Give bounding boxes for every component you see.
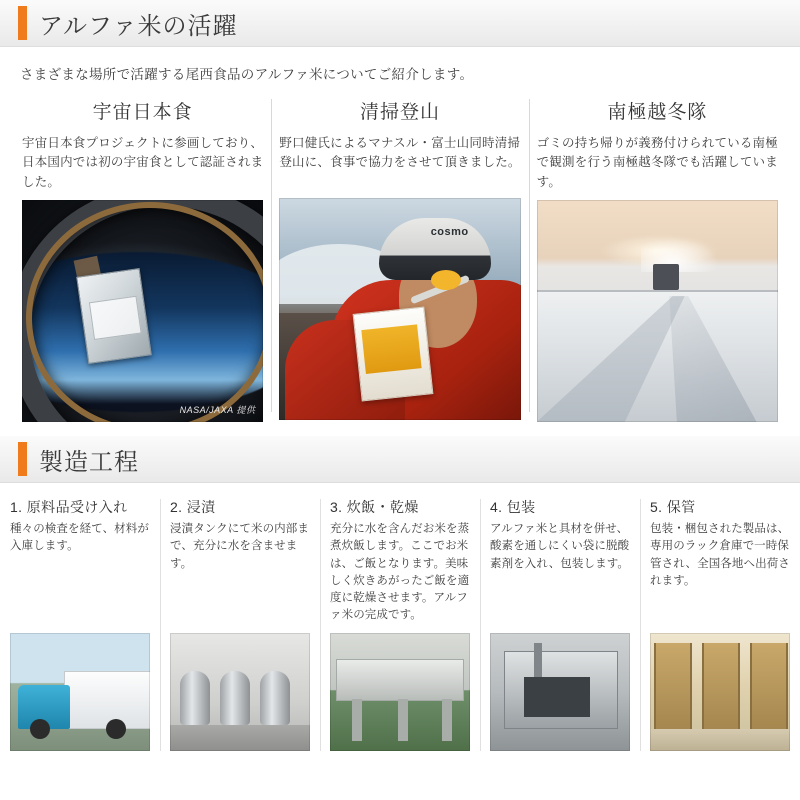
window-ring-inner — [26, 202, 263, 422]
step-title: 1. 原料品受け入れ — [10, 499, 128, 516]
card-title: 南極越冬隊 — [607, 102, 708, 123]
process-step — [640, 493, 800, 751]
factory-floor — [170, 725, 310, 751]
process-step — [0, 493, 160, 751]
process-step — [160, 493, 320, 751]
soaking-tank — [180, 671, 210, 725]
conveyor-line — [336, 659, 464, 701]
soaking-tank — [220, 671, 250, 725]
section-header-process — [0, 436, 800, 483]
photo-credit: NASA/JAXA 提供 — [179, 405, 256, 416]
truck-wheel — [106, 719, 126, 739]
card-title: 宇宙日本食 — [92, 102, 193, 123]
step-description: 浸漬タンクにて米の内部まで、充分に水を含ませます。 — [170, 523, 309, 570]
section-title-activities: アルファ米の活躍 — [39, 12, 238, 40]
delivery-truck-photo — [10, 633, 150, 751]
card-title: 清掃登山 — [359, 102, 440, 123]
activity-card-list — [0, 93, 800, 436]
soaking-tank — [260, 671, 290, 725]
support-post — [352, 699, 362, 741]
machine-window — [524, 677, 590, 717]
hat-logo-text: cosmo — [430, 226, 469, 238]
antarctic-snowfield-photo — [537, 200, 778, 422]
packaging-machine-photo — [490, 633, 630, 751]
soaking-tank-photo — [170, 633, 310, 751]
mountain-climber-eating-photo — [279, 198, 520, 420]
food-container — [353, 306, 434, 401]
space-station-window-photo — [22, 200, 263, 422]
support-post — [442, 699, 452, 741]
step-title: 2. 浸漬 — [170, 499, 216, 516]
warehouse-aisle — [650, 729, 790, 751]
card-description: 宇宙日本食プロジェクトに参画しており、日本国内では初の宇宙食として認証されました。 — [22, 136, 264, 189]
step-title: 5. 保管 — [650, 499, 696, 516]
activity-card — [271, 93, 528, 422]
card-description: 野口健氏によるマナスル・富士山同時清掃登山に、食事で協力をさせて頂きました。 — [279, 136, 521, 170]
activity-card — [14, 93, 271, 422]
step-description: 種々の検査を経て、材料が入庫します。 — [10, 523, 149, 553]
truck-cargo-box — [64, 671, 150, 729]
truck-wheel — [30, 719, 50, 739]
process-step — [320, 493, 480, 751]
cooking-line-photo — [330, 633, 470, 751]
section-title-process: 製造工程 — [39, 448, 139, 476]
step-description: アルファ米と具材を併せ、酸素を通しにくい袋に脱酸素剤を入れ、包装します。 — [490, 523, 630, 570]
step-description: 充分に水を含んだお米を蒸煮炊飯します。ここでお米は、ご飯となります。美味しく炊きあがったご飯を適度に乾燥させます。アルファ米の完成です。 — [330, 523, 470, 622]
activity-card — [529, 93, 786, 422]
process-step-list — [0, 483, 800, 751]
accent-bar — [18, 442, 27, 476]
support-post — [398, 699, 408, 741]
section-intro-text: さまざまな場所で活躍する尾西食品のアルファ米についてご紹介します。 — [20, 67, 474, 82]
warehouse-rack-photo — [650, 633, 790, 751]
card-description: ゴミの持ち帰りが義務付けられている南極で観測を行う南極越冬隊でも活躍しています。 — [536, 136, 778, 189]
accent-bar — [18, 6, 27, 40]
step-title: 4. 包装 — [490, 499, 536, 516]
process-step — [480, 493, 640, 751]
section-header-activities — [0, 0, 800, 47]
step-title: 3. 炊飯・乾燥 — [330, 499, 419, 516]
snow-vehicle — [653, 264, 679, 290]
step-description: 包装・梱包された製品は、専用のラック倉庫で一時保管され、全国各地へ出荷されます。 — [650, 523, 790, 587]
